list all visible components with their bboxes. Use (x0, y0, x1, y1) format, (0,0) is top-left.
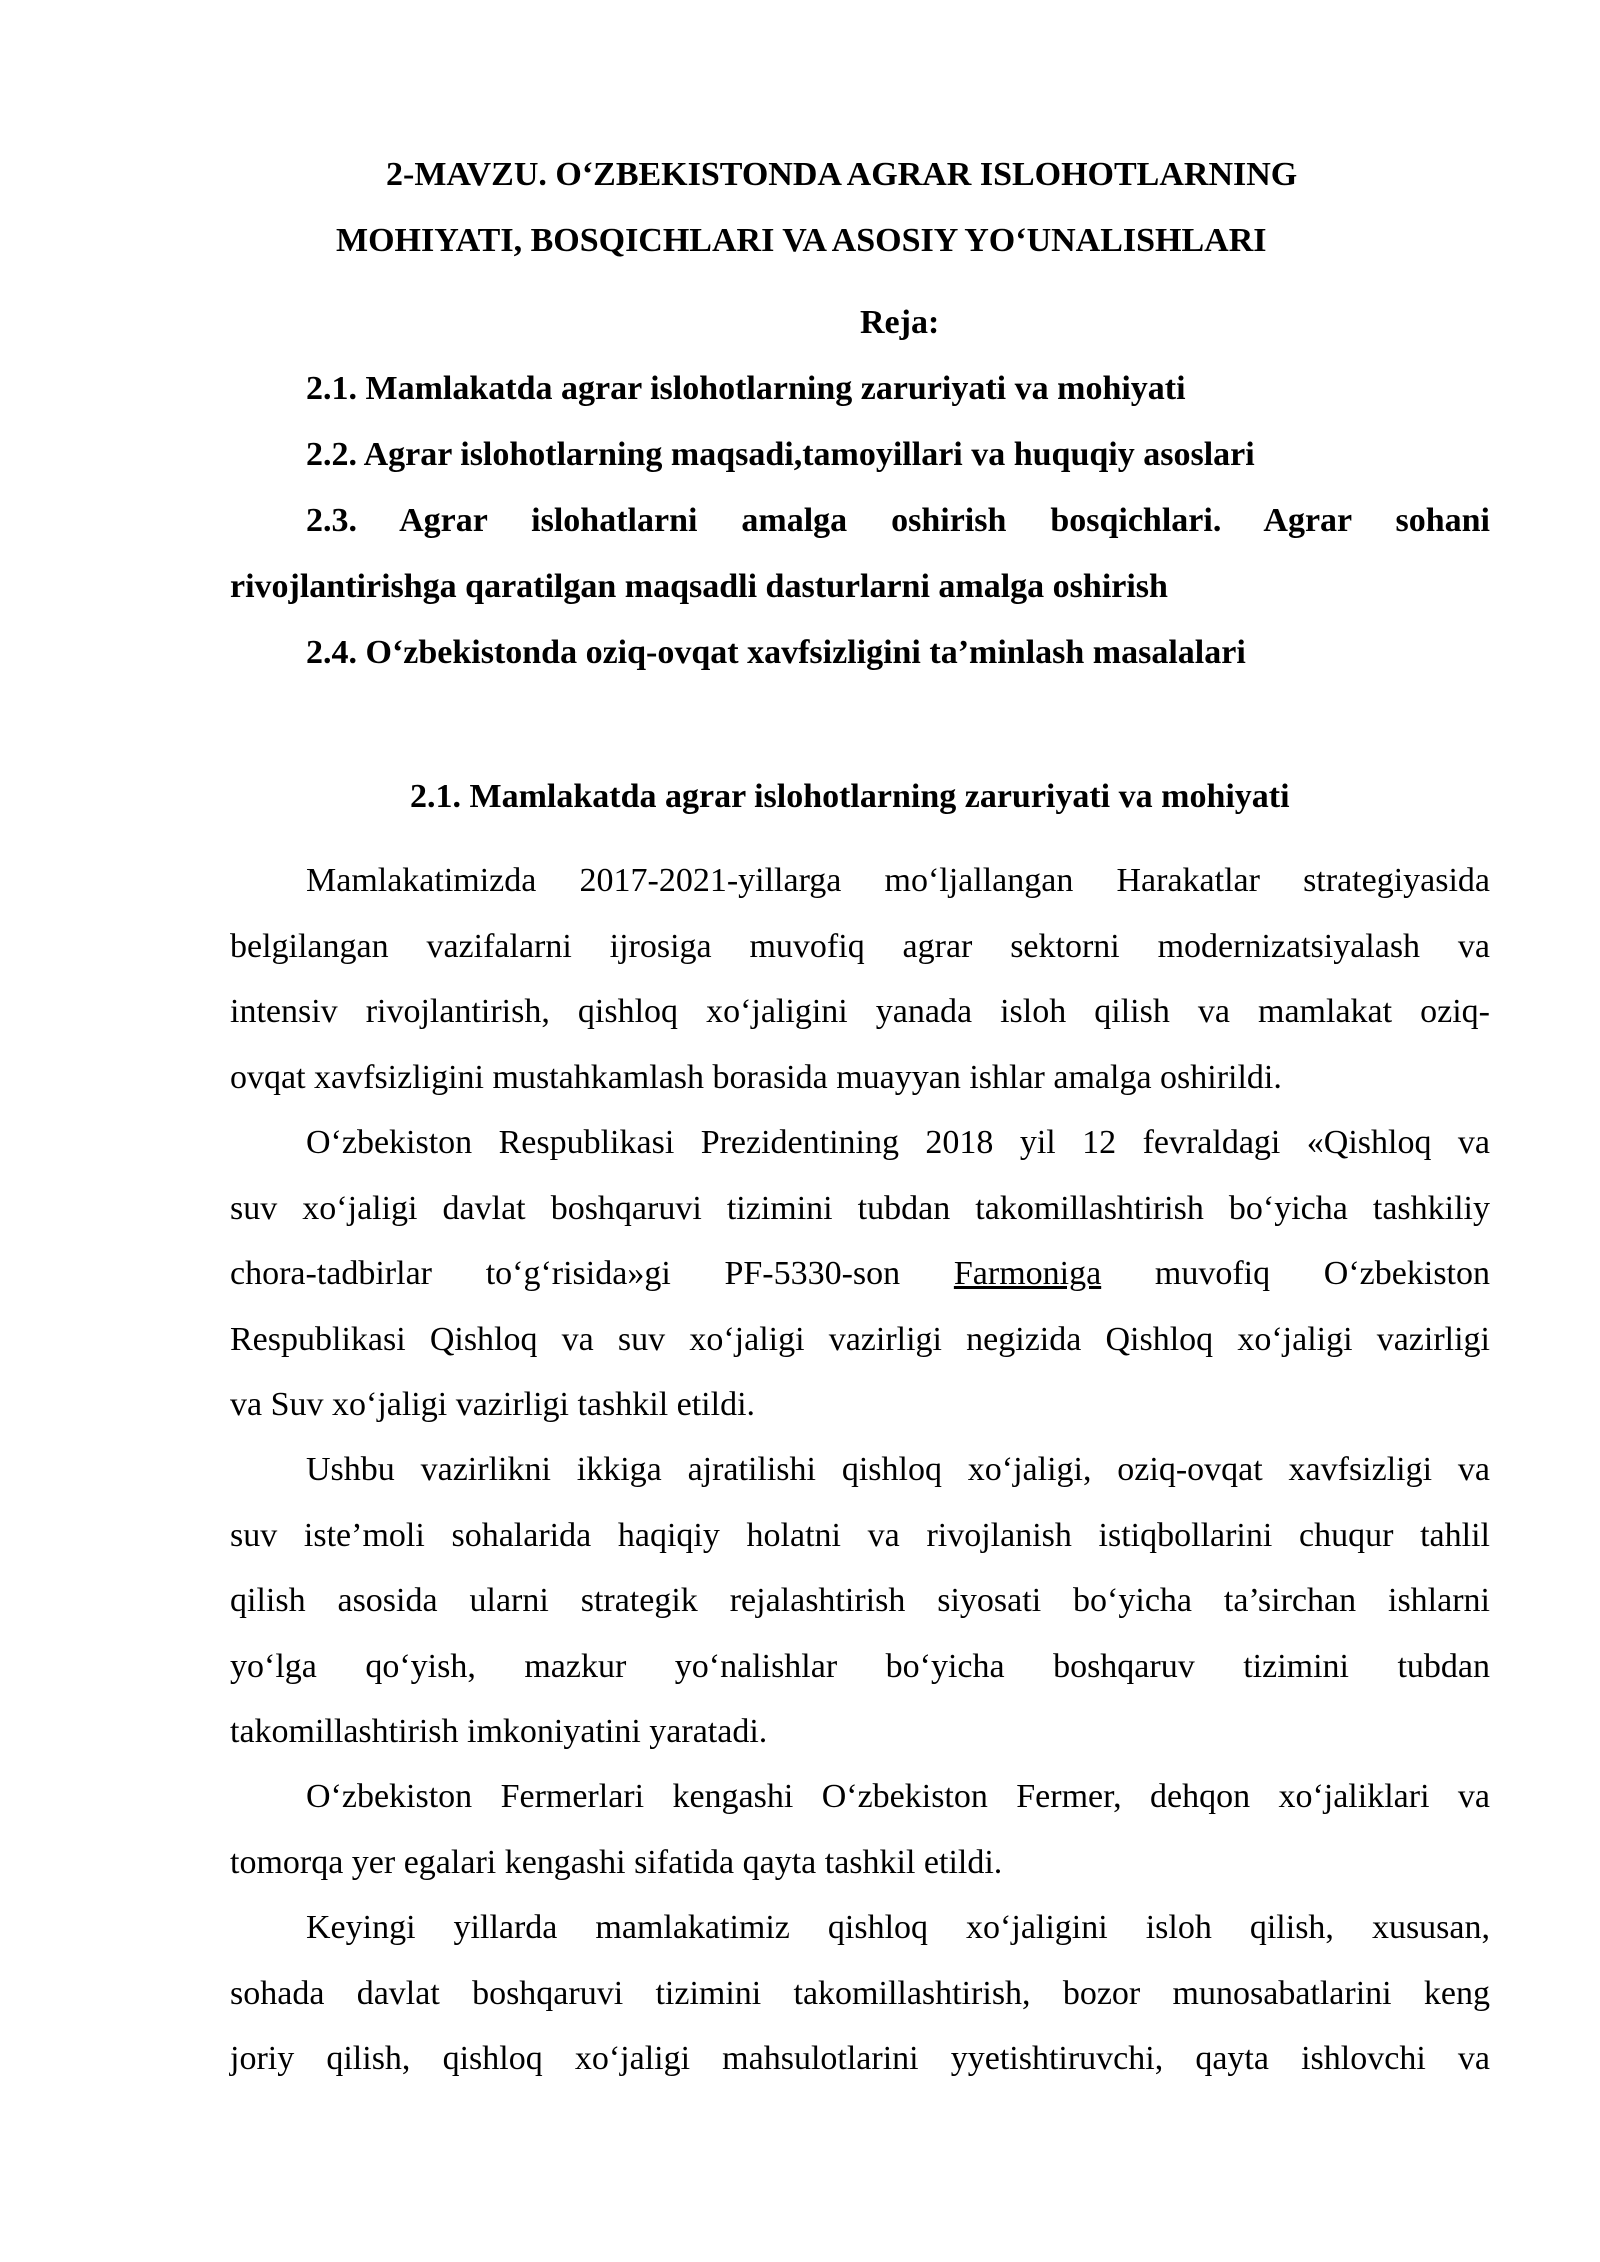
plan-item-text: 2.2. Agrar islohotlarning maqsadi,tamoyillari va huquqiy asoslari (306, 436, 1255, 473)
plan-heading: Reja: (860, 304, 940, 341)
paragraph-line-segment: chora-tadbirlar to‘g‘risida»gi PF-5330-son (230, 1255, 954, 1292)
paragraph-line: O‘zbekiston Respublikasi Prezidentining 2018 yil 12 fevraldagi «Qishloq va (306, 1124, 1490, 1161)
paragraph-line: Ushbu vazirlikni ikkiga ajratilishi qishloq xo‘jaligi, oziq-ovqat xavfsizligi va (306, 1451, 1490, 1488)
plan-item-2-4 (230, 620, 1490, 686)
plan-item-text: 2.3. Agrar islohatlarni amalga oshirish bosqichlari. Agrar sohani (306, 502, 1490, 539)
plan-item-2-2 (230, 422, 1490, 488)
plan-item-2-3 (230, 488, 1490, 620)
paragraph-3 (230, 1437, 1490, 1765)
paragraph-line: yo‘lga qo‘yish, mazkur yo‘nalishlar bo‘yicha boshqaruv tizimini tubdan (230, 1647, 1490, 1685)
plan-item-text: 2.4. O‘zbekistonda oziq-ovqat xavfsizligini ta’minlash masalalari (306, 634, 1246, 671)
plan-item-text: 2.1. Mamlakatda agrar islohotlarning zaruriyati va mohiyati (306, 370, 1186, 407)
paragraph-line: intensiv rivojlantirish, qishloq xo‘jaligini yanada isloh qilish va mamlakat oziq- (230, 993, 1490, 1030)
paragraph-5 (230, 1895, 1490, 2092)
paragraph-line: Keyingi yillarda mamlakatimiz qishloq xo‘jaligini isloh qilish, xususan, (306, 1909, 1490, 1946)
paragraph-1 (230, 848, 1490, 1110)
paragraph-line-segment: muvofiq O‘zbekiston (1101, 1255, 1490, 1292)
paragraph-line: takomillashtirish imkoniyatini yaratadi. (230, 1713, 768, 1750)
paragraph-line: suv iste’moli sohalarida haqiqiy holatni va rivojlanish istiqbollarini chuqur tahlil (230, 1516, 1490, 1554)
farmoniga-link[interactable]: Farmoniga (953, 1255, 1102, 1292)
document-title-line-2: MOHIYATI, BOSQICHLARI VA ASOSIY YO‘UNALISHLARI (336, 222, 1267, 259)
paragraph-line: tomorqa yer egalari kengashi sifatida qayta tashkil etildi. (230, 1843, 1003, 1881)
paragraph-line (230, 1241, 1490, 1307)
paragraph-line: Respublikasi Qishloq va suv xo‘jaligi vazirligi negizida Qishloq xo‘jaligi vazirligi (230, 1320, 1490, 1358)
paragraph-line: sohada davlat boshqaruvi tizimini takomillashtirish, bozor munosabatlarini keng (230, 1974, 1490, 2012)
paragraph-line: belgilangan vazifalarni ijrosiga muvofiq agrar sektorni modernizatsiyalash va (230, 927, 1490, 965)
plan-item-text-continued: rivojlantirishga qaratilgan maqsadli dasturlarni amalga oshirish (230, 568, 1168, 605)
paragraph-2 (230, 1110, 1490, 1438)
paragraph-line: ovqat xavfsizligini mustahkamlash borasida muayyan ishlar amalga oshirildi. (230, 1058, 1282, 1096)
paragraph-line: joriy qilish, qishloq xo‘jaligi mahsulotlarini yyetishtiruvchi, qayta ishlovchi va (230, 2040, 1490, 2077)
paragraph-line: O‘zbekiston Fermerlari kengashi O‘zbekiston Fermer, dehqon xo‘jaliklari va (306, 1778, 1490, 1815)
paragraph-line: Mamlakatimizda 2017-2021-yillarga mo‘ljallangan Harakatlar strategiyasida (306, 862, 1490, 899)
paragraph-line: suv xo‘jaligi davlat boshqaruvi tizimini tubdan takomillashtirish bo‘yicha tashkiliy (230, 1189, 1490, 1227)
paragraph-line: qilish asosida ularni strategik rejalashtirish siyosati bo‘yicha ta’sirchan ishlarni (230, 1582, 1490, 1619)
plan-item-2-1 (230, 356, 1490, 422)
document-title-line-1: 2-MAVZU. O‘ZBEKISTONDA AGRAR ISLOHOTLARNING (386, 156, 1298, 193)
paragraph-4 (230, 1764, 1490, 1895)
section-title: 2.1. Mamlakatda agrar islohotlarning zaruriyati va mohiyati (410, 778, 1290, 815)
paragraph-line: va Suv xo‘jaligi vazirligi tashkil etildi. (230, 1386, 756, 1423)
